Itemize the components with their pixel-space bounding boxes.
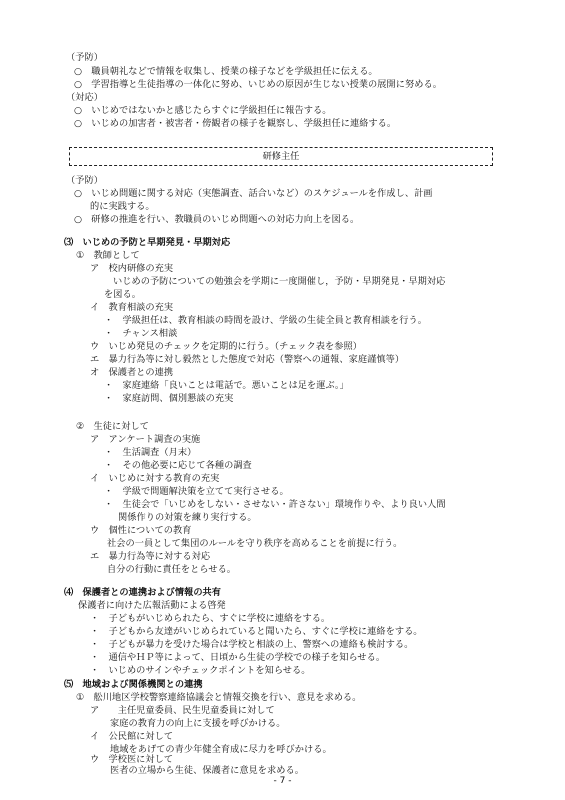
list-item: ① 舩川地区学校警察連絡協議会と情報交換を行い、意見を求める。 <box>76 692 362 703</box>
role-title-box <box>69 147 493 166</box>
bullet-item: ・ 学級担任は、教育相談の時間を設け、学級の生徒全員と教育相談を行う。 <box>104 315 427 326</box>
prevention-label: （予防） <box>66 175 103 186</box>
section-heading: ⑶ いじめの予防と早期発見・早期対応 <box>64 237 231 248</box>
prevention-label: （予防） <box>66 52 103 63</box>
subsection-title: ① 教師として <box>76 250 140 261</box>
section-heading: ⑷ 保護者との連携および情報の共有 <box>64 587 222 598</box>
list-item-continuation: 的に実践する。 <box>90 201 155 212</box>
bullet-item: ・ チャンス相談 <box>104 328 178 339</box>
list-item: イ いじめに対する教育の充実 <box>90 473 220 484</box>
section-heading: ⑸ 地域および関係機関との連携 <box>64 679 203 690</box>
bullet-item: ・ 家庭連絡「良いことは電話で。悪いことは足を運ぶ。」 <box>104 380 349 391</box>
list-item: ○ いじめ問題に関する対応（実態調査、話合いなど）のスケジュールを作成し、計画 <box>74 188 433 199</box>
bullet-item: ・ 子どもが暴力を受けた場合は学校と相談の上、警察への連絡も検討する。 <box>90 639 414 650</box>
page-number: - 7 - <box>273 776 292 786</box>
list-item: オ 保護者との連携 <box>90 367 174 378</box>
bullet-item: ・ 子どもがいじめられたら、すぐに学校に連絡をする。 <box>90 613 331 624</box>
bullet-item: ・ その他必要に応じて各種の調査 <box>104 460 252 471</box>
bullet-item: ・ 子どもから友達がいじめられていると聞いたら、すぐに学校に連絡をする。 <box>90 626 423 637</box>
paragraph-line: いじめの予防についての勉強会を学期に一度開催し，予防・早期発見・早期対応 <box>113 276 446 287</box>
list-item: ア 主任児童委員、民生児童委員に対して <box>90 705 275 716</box>
list-item: エ 暴力行為等に対する対応 <box>90 551 211 562</box>
bullet-item: ・ 生活調査（月末） <box>104 447 197 458</box>
list-item: ア 校内研修の充実 <box>90 263 174 274</box>
list-item: エ 暴力行為等に対し毅然とした態度で対応（警察への通報、家庭謹慎等） <box>90 354 405 365</box>
list-item: ○ 職員朝礼などで情報を収集し、授業の様子などを学級担任に伝える。 <box>74 66 378 77</box>
list-item: イ 公民館に対して <box>90 731 174 742</box>
list-item: ウ 個性についての教育 <box>90 525 192 536</box>
bullet-item: ・ 生徒会で「いじめをしない・させない・許さない」環境作りや、より良い人間 <box>104 499 446 510</box>
paragraph-line: 地域をあげての青少年健全育成に尽力を呼びかける。 <box>110 744 332 755</box>
bullet-item: ・ 家庭訪問、個別懇談の充実 <box>104 393 234 404</box>
bullet-item: ・ 学級で問題解決策を立てて実行させる。 <box>104 486 289 497</box>
paragraph-line: 家庭の教育力の向上に支援を呼びかける。 <box>110 718 286 729</box>
paragraph-line: 保護者に向けた広報活動による啓発 <box>78 600 226 611</box>
list-item: ○ いじめではないかと感じたらすぐに学級担任に報告する。 <box>74 105 332 116</box>
list-item: ウ 学校医に対して <box>90 754 174 765</box>
subsection-title: ② 生徒に対して <box>76 421 149 432</box>
role-title: 研修主任 <box>262 151 300 162</box>
list-item: ○ いじめの加害者・被害者・傍観者の様子を観察し、学級担任に連絡する。 <box>74 118 397 129</box>
paragraph-line: 自分の行動に責任をとらせる。 <box>107 564 237 575</box>
list-item: ○ 学習指導と生徒指導の一体化に努め、いじめの原因が生じない授業の展開に努める。 <box>74 79 442 90</box>
paragraph-line: 社会の一員として集団のルールを守り秩序を高めることを前提に行う。 <box>107 538 403 549</box>
list-item: イ 教育相談の充実 <box>90 302 174 313</box>
list-item: ○ 研修の推進を行い、教職員のいじめ問題への対応力向上を図る。 <box>74 214 360 225</box>
paragraph-line: を図る。 <box>104 289 141 300</box>
bullet-item: ・ 通信やＨＰ等によって、日頃から生徒の学校での様子を知らせる。 <box>90 652 386 663</box>
list-item: ウ いじめ発見のチェックを定期的に行う。（チェック表を参照） <box>90 341 362 352</box>
bullet-continuation: 関係作りの対策を練り実行する。 <box>118 512 257 523</box>
paragraph-line: 医者の立場から生徒、保護者に意見を求める。 <box>110 765 304 776</box>
bullet-item: ・ いじめのサインやチェックポイントを知らせる。 <box>90 665 311 676</box>
response-label: （対応） <box>66 92 103 103</box>
list-item: ア アンケート調査の実施 <box>90 434 201 445</box>
